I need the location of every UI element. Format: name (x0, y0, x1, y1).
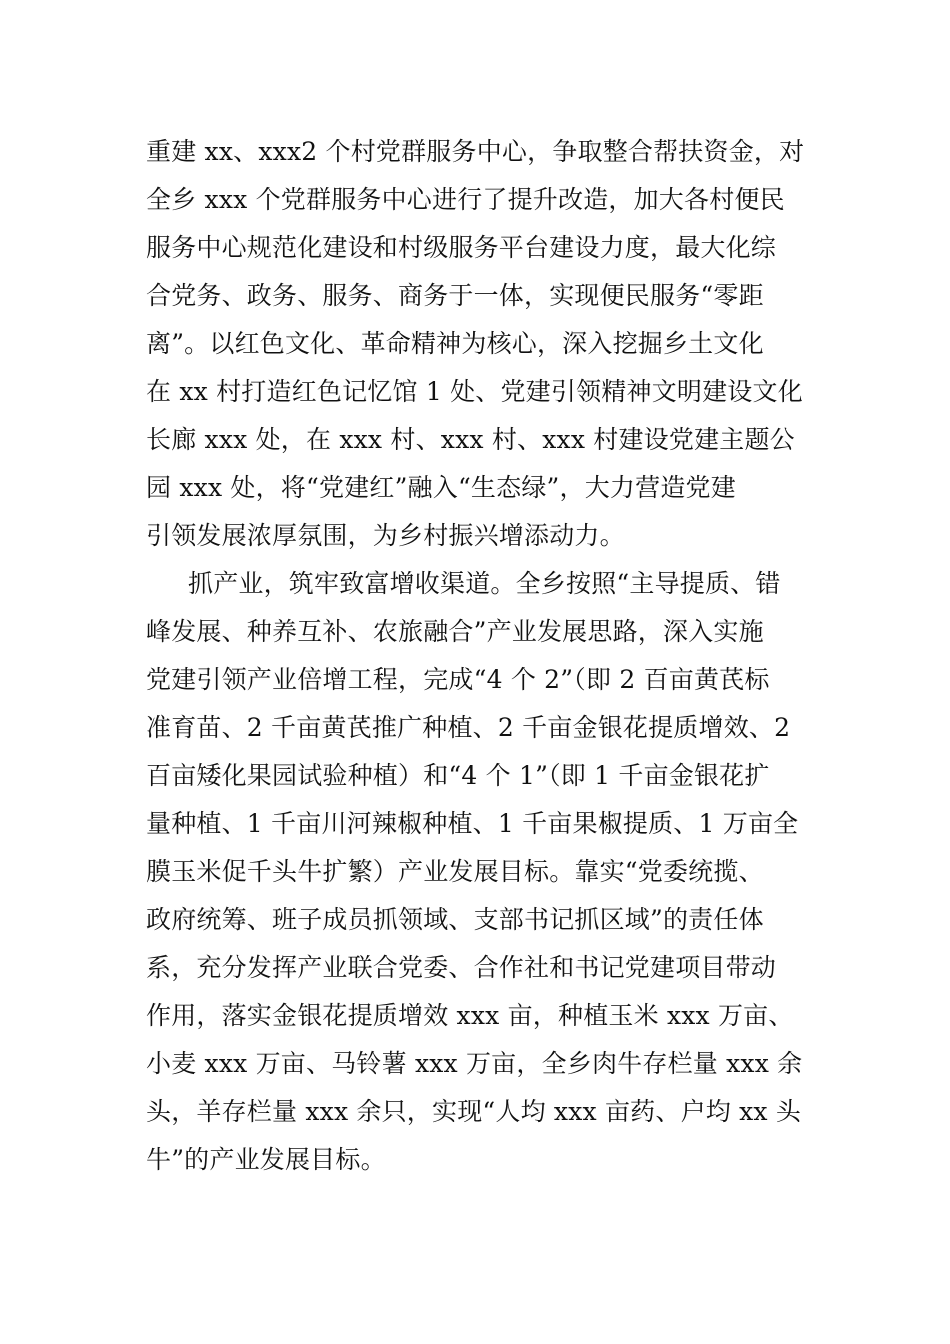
text-line: 在 xx 村打造红色记忆馆 1 处、党建引领精神文明建设文化 (146, 377, 803, 406)
text-line: 长廊 xxx 处，在 xxx 村、xxx 村、xxx 村建设党建主题公 (146, 425, 795, 454)
text-line: 引领发展浓厚氛围，为乡村振兴增添动力。 (146, 521, 625, 550)
text-line: 合党务、政务、服务、商务于一体，实现便民服务“零距 (146, 281, 764, 310)
text-line: 党建引领产业倍增工程，完成“4 个 2”（即 2 百亩黄芪标 (146, 665, 770, 694)
document-body (146, 128, 810, 1184)
text-line: 峰发展、种养互补、农旅融合”产业发展思路，深入实施 (146, 617, 764, 646)
text-line: 园 xxx 处，将“党建红”融入“生态绿”，大力营造党建 (146, 473, 736, 502)
text-line: 百亩矮化果园试验种植）和“4 个 1”（即 1 千亩金银花扩 (146, 761, 770, 790)
text-line: 头，羊存栏量 xxx 余只，实现“人均 xxx 亩药、户均 xx 头 (146, 1097, 802, 1126)
text-line: 作用，落实金银花提质增效 xxx 亩，种植玉米 xxx 万亩、 (146, 1001, 794, 1030)
text-line: 量种植、1 千亩川河辣椒种植、1 千亩果椒提质、1 万亩全 (146, 809, 799, 838)
paragraph-start-line: 抓产业，筑牢致富增收渠道。全乡按照“主导提质、错 (188, 569, 781, 598)
text-line: 小麦 xxx 万亩、马铃薯 xxx 万亩，全乡肉牛存栏量 xxx 余 (146, 1049, 803, 1078)
text-line: 服务中心规范化建设和村级服务平台建设力度，最大化综 (146, 233, 777, 262)
text-line: 膜玉米促千头牛扩繁）产业发展目标。靠实“党委统揽、 (146, 857, 764, 886)
text-line: 重建 xx、xxx2 个村党群服务中心，争取整合帮扶资金，对 (146, 137, 805, 166)
text-line: 系，充分发挥产业联合党委、合作社和书记党建项目带动 (146, 953, 777, 982)
text-line: 全乡 xxx 个党群服务中心进行了提升改造，加大各村便民 (146, 185, 785, 214)
text-line: 离”。以红色文化、革命精神为核心，深入挖掘乡土文化 (146, 329, 764, 358)
text-line: 政府统筹、班子成员抓领域、支部书记抓区域”的责任体 (146, 905, 764, 934)
text-line: 牛”的产业发展目标。 (146, 1145, 386, 1174)
text-line: 准育苗、2 千亩黄芪推广种植、2 千亩金银花提质增效、2 (146, 713, 791, 742)
